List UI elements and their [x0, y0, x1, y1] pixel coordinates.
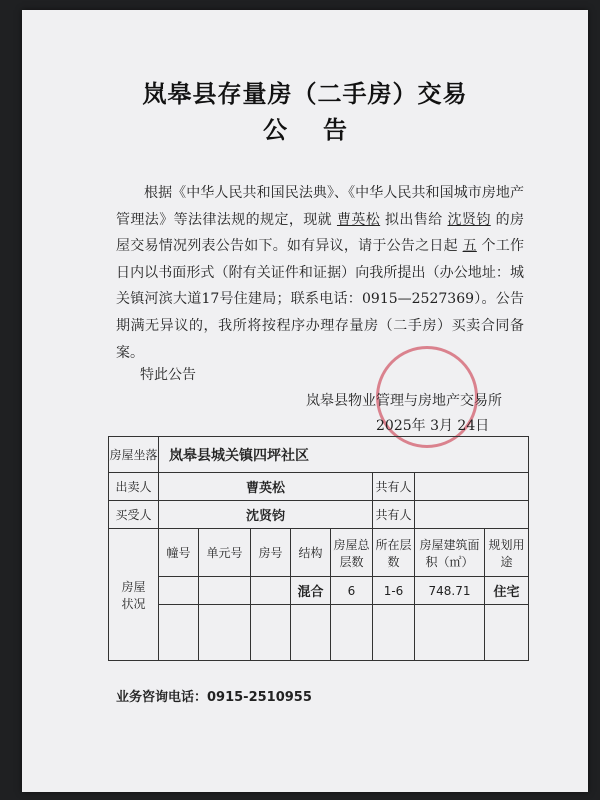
- header-usage: 规划用途: [485, 529, 529, 577]
- seller-label: 出卖人: [109, 473, 159, 501]
- header-structure: 结构: [291, 529, 331, 577]
- cell-unit-no: [199, 577, 251, 605]
- document-title: 岚皋县存量房（二手房）交易: [142, 79, 468, 108]
- seller-coowner-value: [415, 473, 529, 501]
- empty-cell: [415, 605, 485, 661]
- table-row: [109, 501, 529, 529]
- table-row: [109, 577, 529, 605]
- cell-structure: 混合: [291, 577, 331, 605]
- cell-building-no: [159, 577, 199, 605]
- header-total-floors: 房屋总层数: [331, 529, 373, 577]
- property-info-table: [108, 436, 529, 661]
- header-building-no: 幢号: [159, 529, 199, 577]
- header-unit-no: 单元号: [199, 529, 251, 577]
- body-text-c: 的房屋交易情况列表公告如下。如有异议，请于公告之日起: [116, 211, 524, 255]
- body-text-a: 根据《中华人民共和国民法典》、《中华人民共和国城市房地产管理法》等法律法规的规定，现就: [116, 185, 524, 228]
- cell-room-no: [251, 577, 291, 605]
- table-row: [109, 473, 529, 501]
- consult-phone: 业务咨询电话：0915-2510955: [116, 690, 312, 705]
- buyer-coowner-label: 共有人: [373, 501, 415, 529]
- location-value: 岚皋县城关镇四坪社区: [159, 437, 529, 473]
- body-text-b: 拟出售给: [385, 211, 443, 228]
- empty-cell: [251, 605, 291, 661]
- table-row: [109, 437, 529, 473]
- table-row: [109, 605, 529, 661]
- seller-coowner-label: 共有人: [373, 473, 415, 501]
- status-label: [109, 529, 159, 661]
- buyer-value: 沈贤钧: [159, 501, 373, 529]
- seller-name-inline: 曹英松: [336, 211, 381, 228]
- objection-days: 五: [462, 238, 477, 255]
- header-room-no: 房号: [251, 529, 291, 577]
- table-row: [109, 529, 529, 577]
- issuer-name: 岚皋县物业管理与房地产交易所: [306, 393, 502, 409]
- empty-cell: [331, 605, 373, 661]
- empty-cell: [291, 605, 331, 661]
- special-notice: 特此公告: [140, 367, 196, 383]
- cell-floor: 1-6: [373, 577, 415, 605]
- location-label: 房屋坐落: [109, 437, 159, 473]
- empty-cell: [199, 605, 251, 661]
- header-area: 房屋建筑面积（㎡）: [415, 529, 485, 577]
- buyer-name-inline: 沈贤钧: [447, 211, 491, 228]
- empty-cell: [159, 605, 199, 661]
- cell-total-floors: 6: [331, 577, 373, 605]
- status-label-line1: 房屋: [121, 579, 146, 594]
- issue-date: 2025年 3月 24日: [376, 418, 490, 434]
- status-label-line2: 状况: [121, 596, 146, 611]
- empty-cell: [373, 605, 415, 661]
- buyer-label: 买受人: [109, 501, 159, 529]
- empty-cell: [485, 605, 529, 661]
- buyer-coowner-value: [415, 501, 529, 529]
- body-text-d: 个工作日内以书面形式（附有关证件和证据）向我所提出（办公地址：城关镇河滨大道17号住建局；联系电话：0915—2527369）。公告期满无异议的，我所将按程序办理存量房（二手房）买卖合同备案。: [116, 238, 525, 361]
- cell-area: 748.71: [415, 577, 485, 605]
- cell-usage: 住宅: [485, 577, 529, 605]
- document-subtitle: 公告: [263, 115, 383, 144]
- header-floor: 所在层数: [373, 529, 415, 577]
- notice-document: [22, 10, 588, 792]
- seller-value: 曹英松: [159, 473, 373, 501]
- notice-body: [116, 180, 524, 366]
